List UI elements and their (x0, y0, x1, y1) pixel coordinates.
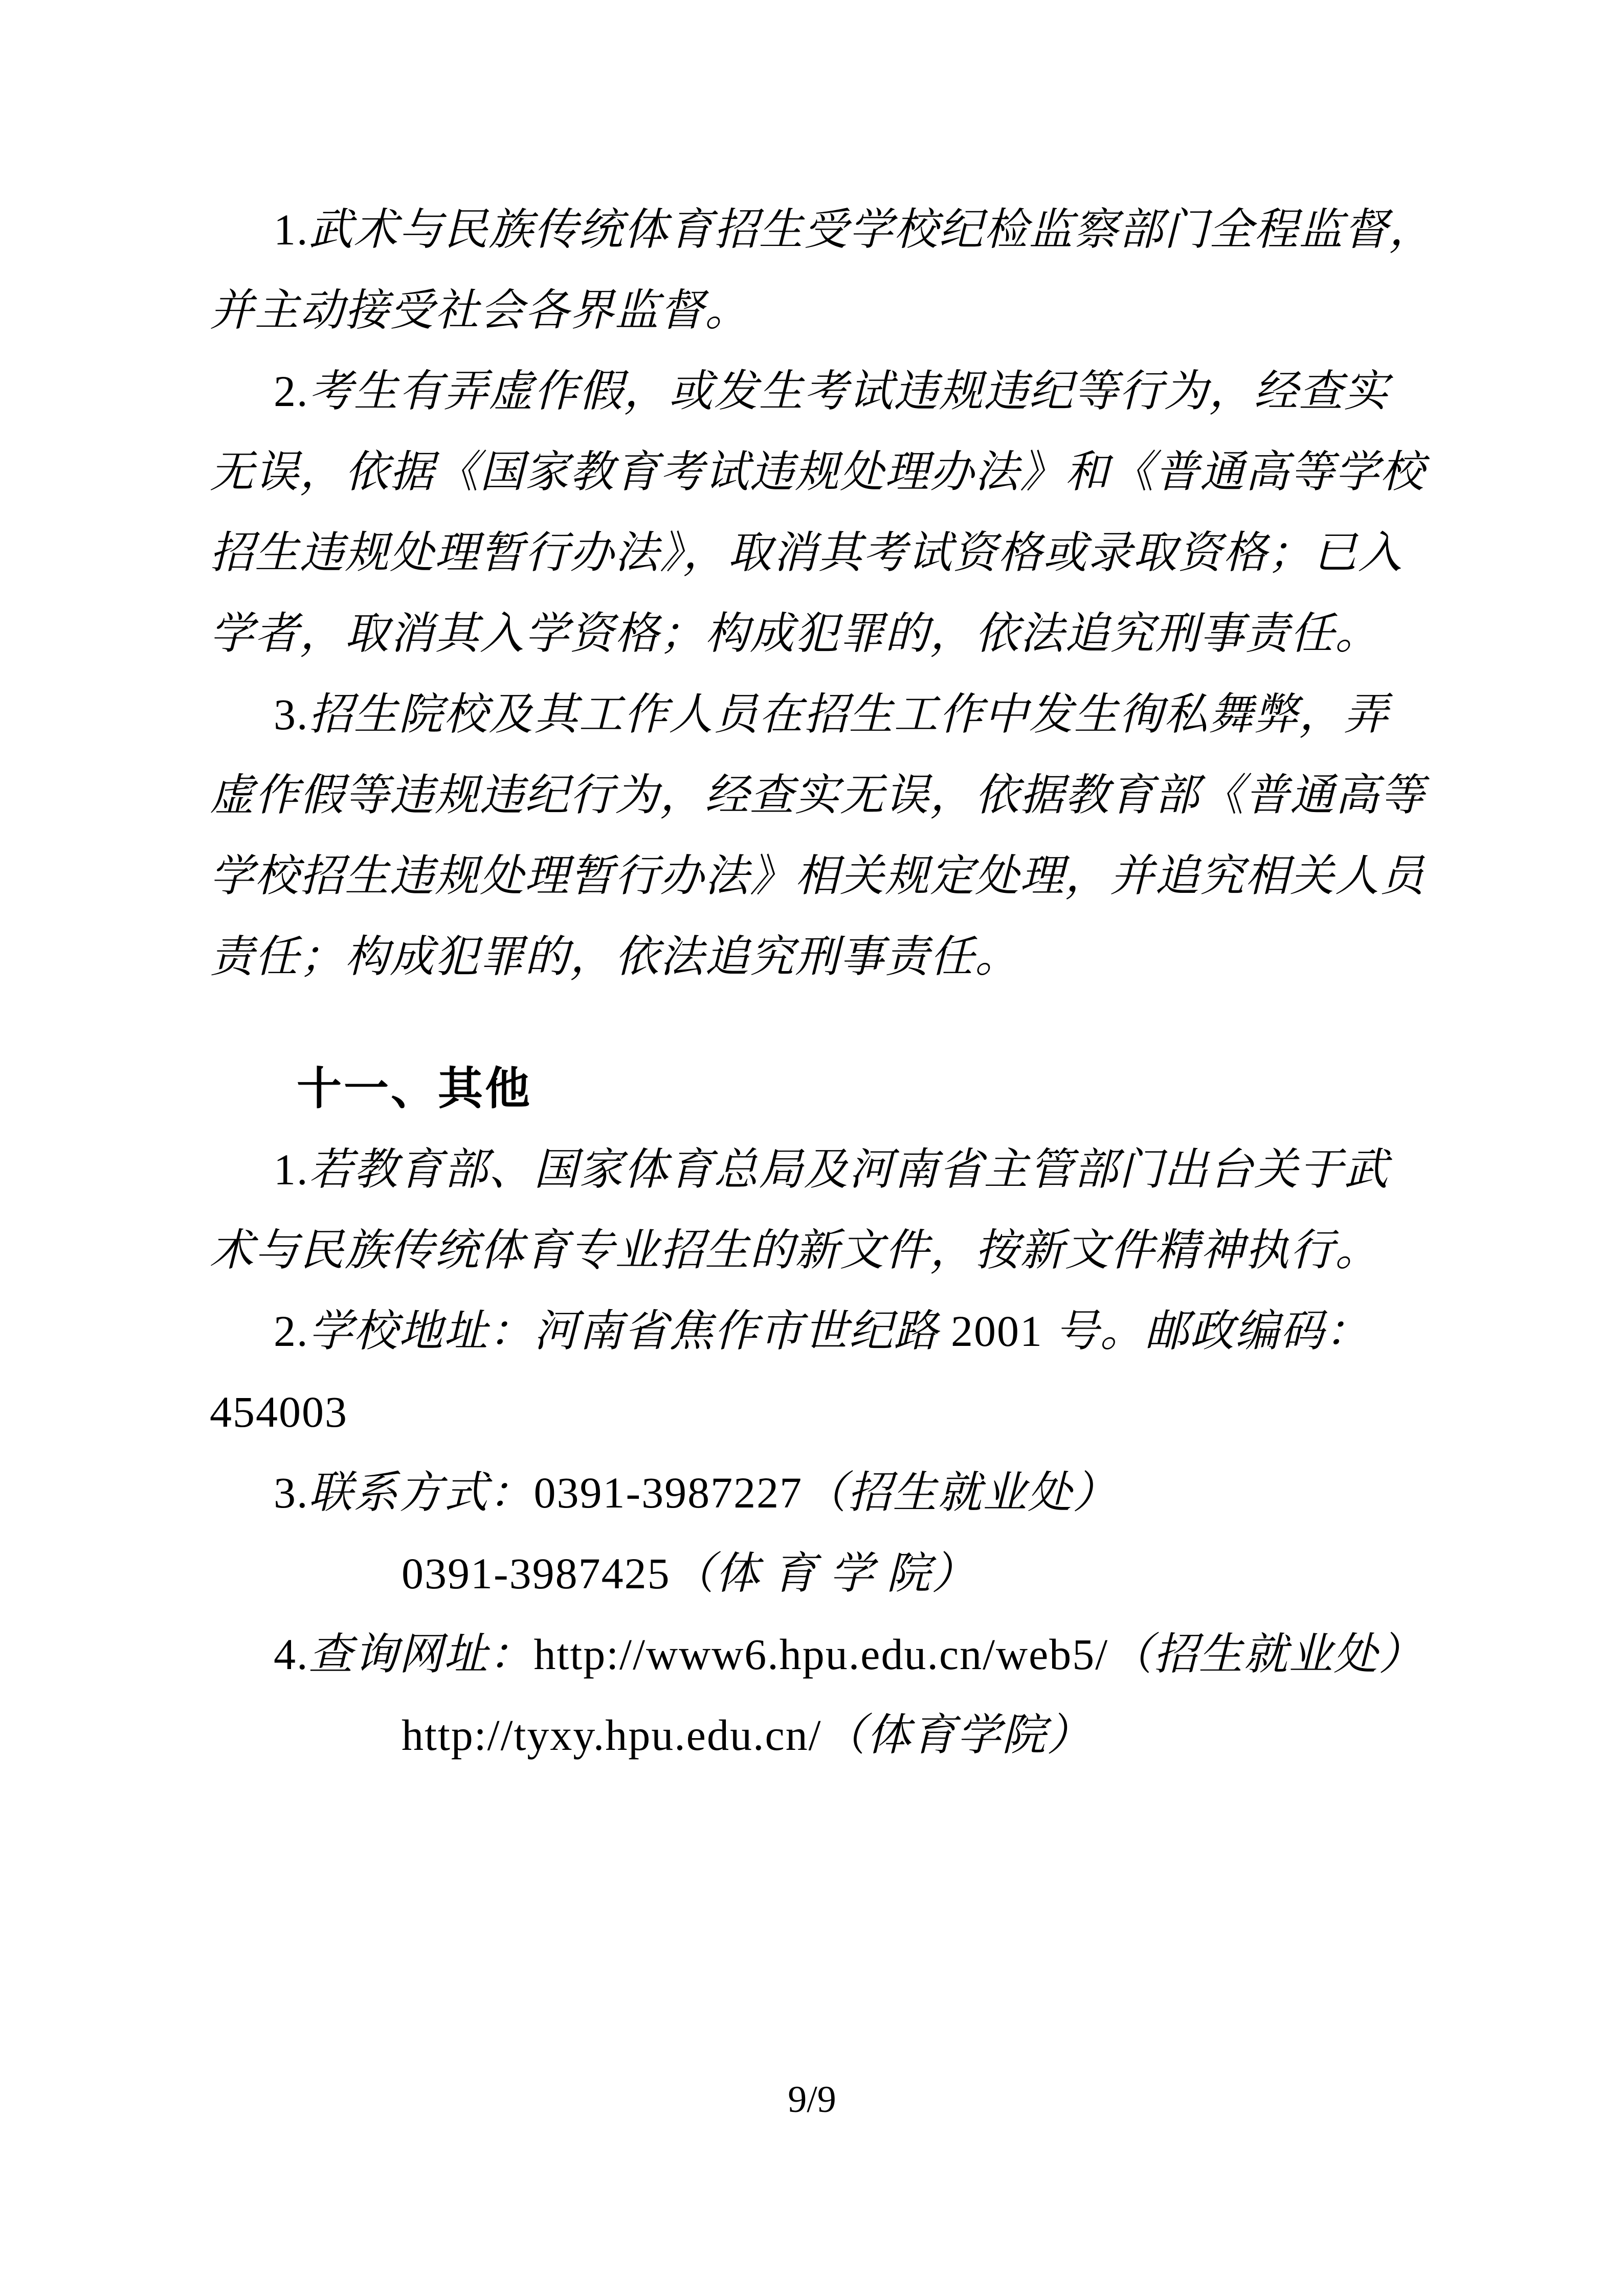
text-line (210, 1371, 1448, 1452)
section-heading: 十一、其他 (297, 1063, 532, 1114)
text-line: 并主动接受社会各界监督。 (210, 286, 750, 335)
latin-text: 0391-3987425 (402, 1549, 671, 1598)
latin-text: 2. (274, 367, 309, 416)
text-line: 0391-3987425（体 育 学 院） (402, 1549, 977, 1598)
latin-text: 3. (274, 1468, 309, 1517)
text-line: 招生违规处理暂行办法》，取消其考试资格或录取资格；已入 (210, 528, 1403, 577)
text-line: 学者，取消其入学资格；构成犯罪的，依法追究刑事责任。 (210, 609, 1380, 658)
latin-text: 2001 (951, 1307, 1043, 1356)
latin-text: 0391-3987227 (533, 1468, 803, 1517)
latin-text: 4. (274, 1630, 309, 1679)
latin-text: http://tyxy.hpu.edu.cn/ (402, 1710, 822, 1760)
latin-text: 2. (274, 1307, 309, 1356)
text-line: 2.考生有弄虚作假，或发生考试违规违纪等行为，经查实 (274, 367, 1389, 416)
text-line: 1.若教育部、国家体育总局及河南省主管部门出台关于武 (274, 1145, 1389, 1194)
text-line: 3.联系方式：0391-3987227（招生就业处） (274, 1468, 1118, 1517)
latin-text: 454003 (210, 1387, 348, 1436)
latin-text: 3. (274, 690, 309, 739)
page-number: 9/9 (788, 2079, 836, 2121)
text-line: 3.招生院校及其工作人员在招生工作中发生徇私舞弊，弄 (274, 690, 1389, 739)
latin-text: 1. (274, 1145, 309, 1194)
text-line: 术与民族传统体育专业招生的新文件，按新文件精神执行。 (210, 1226, 1380, 1275)
text-line: 无误，依据《国家教育考试违规处理办法》和《普通高等学校 (210, 447, 1425, 497)
text-line: 2.学校地址：河南省焦作市世纪路 2001 号。邮政编码： (274, 1307, 1370, 1356)
text-line: 责任；构成犯罪的，依法追究刑事责任。 (210, 932, 1020, 981)
document-body (210, 189, 1448, 1775)
latin-text: 1. (274, 205, 309, 254)
text-line: 1.武术与民族传统体育招生受学校纪检监察部门全程监督， (274, 205, 1434, 254)
text-line: 学校招生违规处理暂行办法》相关规定处理，并追究相关人员 (210, 851, 1425, 901)
text-line: 虚作假等违规违纪行为，经查实无误，依据教育部《普通高等 (210, 771, 1425, 820)
latin-text: http://www6.hpu.edu.cn/web5/ (533, 1630, 1109, 1679)
text-line: 4.查询网址：http://www6.hpu.edu.cn/web5/（招生就业处） (274, 1630, 1424, 1679)
text-line: http://tyxy.hpu.edu.cn/（体育学院） (402, 1710, 1092, 1760)
